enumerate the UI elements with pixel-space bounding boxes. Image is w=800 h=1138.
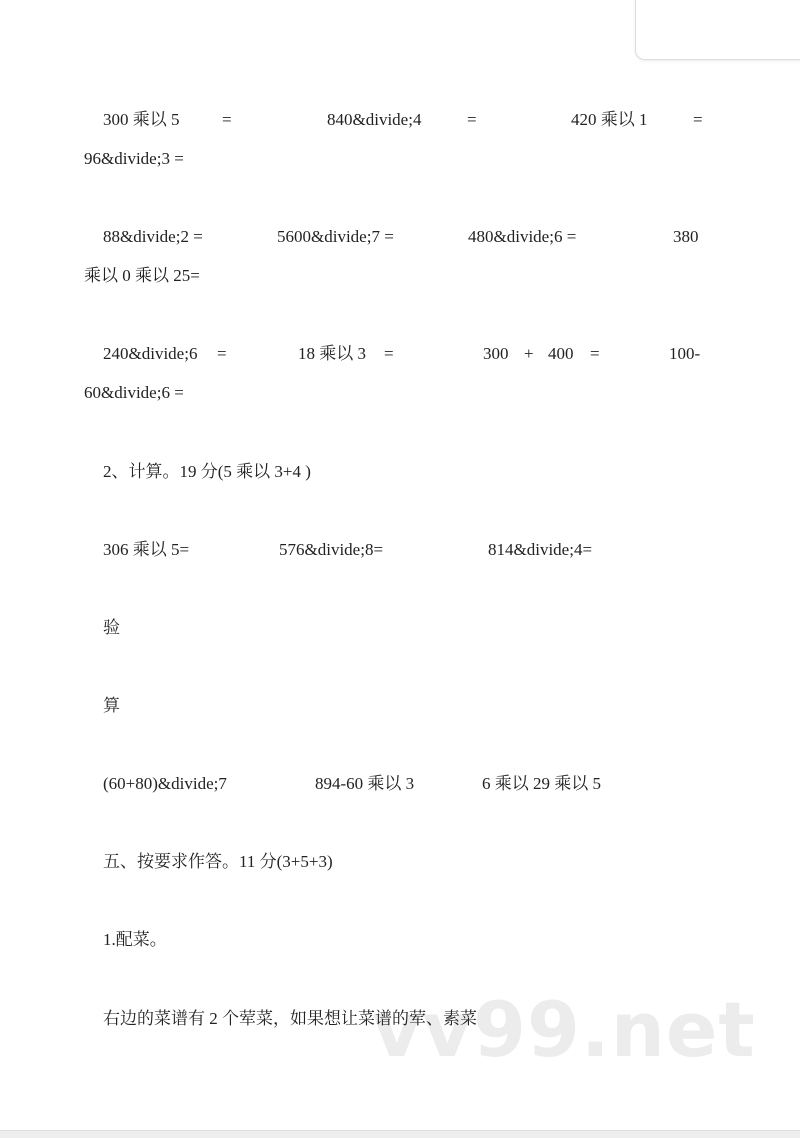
- section-2-heading: 2、计算。19 分(5 乘以 3+4 ): [103, 462, 311, 481]
- problem: 100-: [669, 344, 701, 363]
- equals: =: [222, 110, 232, 129]
- equals: =: [693, 110, 703, 129]
- problem: 380: [673, 227, 699, 246]
- equals: =: [467, 110, 477, 129]
- problem: 18 乘以 3: [298, 344, 366, 363]
- problem: 576&divide;8=: [279, 540, 384, 559]
- check-label: 算: [103, 696, 120, 715]
- watermark: vv99.net: [372, 985, 756, 1074]
- problem: 420 乘以 1: [571, 110, 648, 129]
- problem: 840&divide;4: [327, 110, 422, 129]
- problem: 240&divide;6: [103, 344, 198, 363]
- problem: 60&divide;6 =: [84, 383, 184, 402]
- page-corner-tab: [635, 0, 800, 60]
- problem: 6 乘以 29 乘以 5: [482, 774, 601, 793]
- problem: 814&divide;4=: [488, 540, 593, 559]
- equals: =: [217, 344, 227, 363]
- question-text: 右边的菜谱有 2 个荤菜，如果想让菜谱的荤、素菜: [103, 1009, 477, 1028]
- problem: 96&divide;3 =: [84, 149, 184, 168]
- problem: 300 乘以 5: [103, 110, 180, 129]
- check-label: 验: [103, 618, 120, 637]
- problem: 894-60 乘以 3: [315, 774, 415, 793]
- problem: 306 乘以 5=: [103, 540, 190, 559]
- problem: 乘以 0 乘以 25=: [84, 266, 200, 285]
- equals: =: [590, 344, 600, 363]
- number: 400: [548, 344, 574, 363]
- equals: =: [384, 344, 394, 363]
- problem: 88&divide;2 =: [103, 227, 203, 246]
- problem: (60+80)&divide;7: [103, 774, 227, 793]
- section-5-heading: 五、按要求作答。11 分(3+5+3): [103, 852, 333, 871]
- number: 300: [483, 344, 509, 363]
- problem: 480&divide;6 =: [468, 227, 577, 246]
- plus: +: [524, 344, 534, 363]
- item-1-heading: 1.配菜。: [103, 930, 167, 949]
- problem: 5600&divide;7 =: [277, 227, 394, 246]
